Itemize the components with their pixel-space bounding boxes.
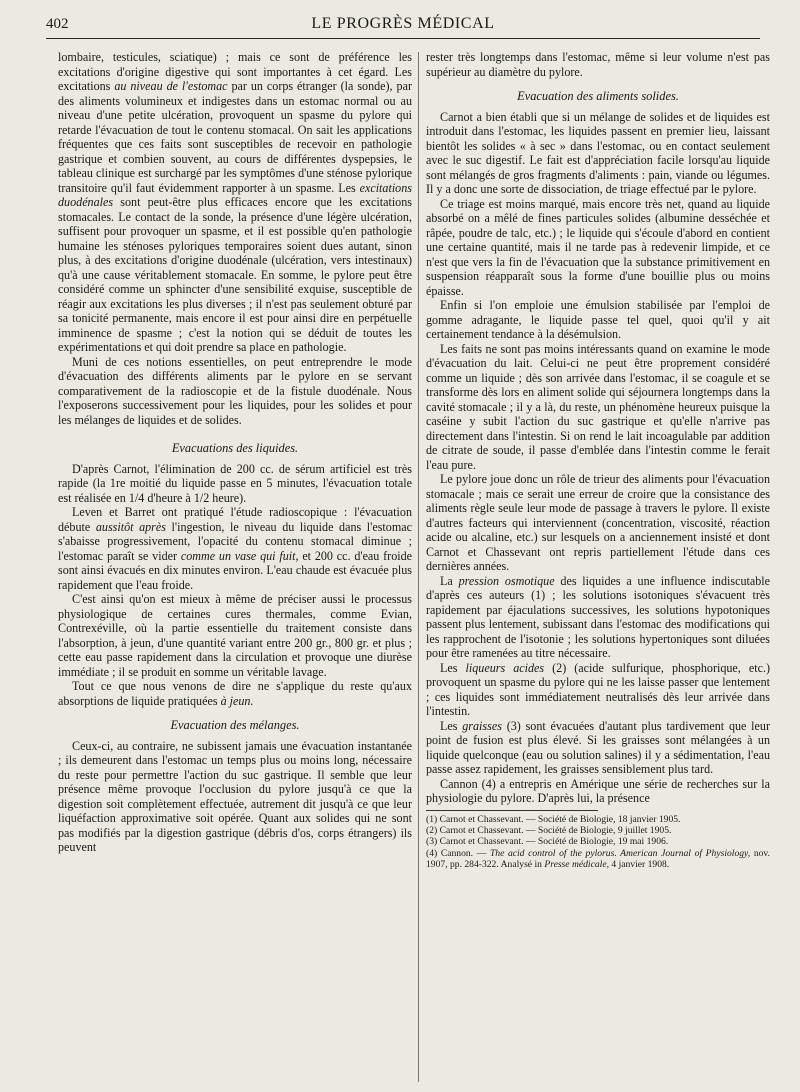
paragraph: Les liqueurs acides (2) (acide sulfurique, phosphorique, etc.) provoquent un spasme du pylore qui ne les laisse passer que lentement ; ces liquides sont immédiatement neutralisés dès leur arrivée dans l'intestin.	[426, 660, 770, 718]
paragraph: lombaire, testicules, sciatique) ; mais ce sont de préférence les excitations d'origine digestive qui sont importantes à cet égard. Les excitations au niveau de l'estomac par un corps étranger (la sonde), par des aliments volumineux et indigestes dans un estomac normal ou au niveau d'une petite ulcération, provoquent un spasme du pylore qui retarde l'évacuation de tout le contenu stomacal. On sait les applications fréquentes que ces faits sont susceptibles de recevoir en pathologie gastrique et combien souvent, au cours de différentes dyspepsies, le tableau clinique est surchargé par les symptômes d'une sténose pylorique transitoire qu'il faut évidemment rapporter à un spasme. Les excitations duodénales sont peut-être plus efficaces encore que les excitations stomacales. Le contact de la sonde, la présence d'une légère ulcération, suffisent pour provoquer un spasme, et il est possible qu'en pathologie humaine les sténoses pyloriques temporaires soient dues autant, sinon plus, à des excitations d'origine duodénale (ulcération, vers intestinaux) qu'à une cause véritablement stomacale. En somme, le pylore peut être considéré comme un sphincter d'une sensibilité exquise, susceptible de réagir aux excitations les plus diverses ; il n'est pas seulement obturé par sa tonicité permanente, mais encore il est pour ainsi dire en perpétuelle imminence de spasme ; c'est la notion qui se déduit de toutes les expérimentations et qui doit prendre sa place en pathologie.	[58, 50, 412, 354]
paragraph: rester très longtemps dans l'estomac, même si leur volume n'est pas supérieur au diamètre du pylore.	[426, 50, 770, 79]
left-column	[58, 50, 412, 855]
column-divider	[418, 52, 419, 1082]
running-title: LE PROGRÈS MÉDICAL	[311, 15, 495, 32]
paragraph: Carnot a bien établi que si un mélange de solides et de liquides est introduit dans l'estomac, les liquides passent en premier lieu, laissant bientôt les solides « à sec » dans l'estomac, ou en contact seulement avec le suc digestif. Le fait est d'appréciation facile lorsqu'au liquide sont mélangés de gros fragments d'aliments : pain, viande ou légumes. Il y a donc une sorte de dissociation, de triage effectué par le pylore.	[426, 109, 770, 196]
paragraph: Ce triage est moins marqué, mais encore très net, quand au liquide absorbé on a mêlé de fines particules solides (albumine desséchée et râpée, poudre de talc, etc.) ; le liquide qui s'écoule d'abord en contient une certaine quantité, mais il ne tarde pas à redevenir limpide, et ce n'est que vers la fin de l'évacuation que la substance primitivement en suspension réapparaît sous la forme d'une bouillie plus ou moins épaisse.	[426, 196, 770, 298]
paragraph: D'après Carnot, l'élimination de 200 cc. de sérum artificiel est très rapide (la 1re moitié du liquide passe en 5 minutes, l'évacuation totale est réalisée en 1/4 d'heure à 1/2 heure).	[58, 461, 412, 505]
paragraph: Ceux-ci, au contraire, ne subissent jamais une évacuation instantanée ; ils demeurent dans l'estomac un temps plus ou moins long, nécessaire du reste pour permettre l'action du suc gastrique. Il semble que leur présence même provoque l'occlusion du pylore jusqu'à ce que la digestion soit complètement effectuée, autrement dit jusqu'à ce que leur liquéfaction approximative soit opérée. Quant aux solides qui ne sont pas modifiés par la digestion gastrique (débris d'os, corps étrangers) ils peuvent	[58, 738, 412, 854]
paragraph: Cannon (4) a entrepris en Amérique une série de recherches sur la physiologie du pylore. D'après lui, la présence	[426, 776, 770, 805]
footnote-rule	[426, 810, 598, 811]
page-number: 402	[46, 16, 69, 32]
paragraph: Les graisses (3) sont évacuées d'autant plus tardivement que leur point de fusion est plus élevé. Si les graisses sont mélangées à un liquide quelconque (eau ou solution salines) il y a sédimentation, l'eau passe assez rapidement, les graisses sensiblement plus tard.	[426, 718, 770, 776]
right-column	[426, 50, 770, 871]
paragraph: Les faits ne sont pas moins intéressants quand on examine le mode d'évacuation du lait. Celui-ci ne peut être proprement considéré comme un liquide ; dès son arrivée dans l'estomac, il se coagule et se transforme dès lors en aliment solide qui séjournera longtemps dans la cavité stomacale ; il y a là, du reste, un phénomène heureux puisque la caséine y subit l'action du suc gastrique et qu'elle n'arrive pas directement dans l'intestin. Si on rend le lait incoagulable par addition de citrate de soude, il passe d'emblée dans l'intestin comme le ferait l'eau pure.	[426, 341, 770, 472]
paragraph: Le pylore joue donc un rôle de trieur des aliments pour l'évacuation stomacale ; mais ce serait une erreur de croire que la consistance des aliments règle seule leur mode de passage à travers le pylore. Il existe d'autres facteurs qui interviennent (concentration, viscosité, réaction acide ou alcaline, etc.) sur lesquels on a anciennement insisté et dont Carnot et Chassevant ont repris partiellement l'étude dans ces dernières années.	[426, 472, 770, 573]
paragraph: Muni de ces notions essentielles, on peut entreprendre le mode d'évacuation des différents aliments par le pylore en se servant comparativement de la radioscopie et de la fistule duodénale. Nous l'exposerons successivement pour les liquides, pour les solides et pour les mélanges de liquides et de solides.	[58, 354, 412, 427]
footnote: (4) Cannon. — The acid control of the pylorus. American Journal of Physiology, nov. 1907, pp. 284-322. Analysé in Presse médicale, 4 janvier 1908.	[426, 847, 770, 871]
paragraph: Tout ce que nous venons de dire ne s'applique du reste qu'aux absorptions de liquide pratiquées à jeun.	[58, 679, 412, 708]
paragraph: Leven et Barret ont pratiqué l'étude radioscopique : l'évacuation débute aussitôt après l'ingestion, le niveau du liquide dans l'estomac s'abaisse progressivement, l'opacité du contenu stomacal diminue ; l'estomac paraît se vider comme un vase qui fuit, et 200 cc. d'eau froide sont ainsi évacués en dix minutes environ. L'eau chaude est évacuée plus rapidement que l'eau froide.	[58, 505, 413, 592]
footnote: (1) Carnot et Chassevant. — Société de Biologie, 18 janvier 1905.	[426, 813, 681, 825]
paragraph: La pression osmotique des liquides a une influence indiscutable d'après ces auteurs (1) ; les solutions isotoniques s'évacuent très rapidement par éjaculations successives, les solutions hypotoniques passent plus lentement, subissant dans l'estomac des modifications qui les rapprochent de l'isotonie ; les solutions hypertoniques sont diluées pour être ramenées au titre nécessaire.	[426, 573, 771, 660]
footnote: (3) Carnot et Chassevant. — Société de Biologie, 19 mai 1906.	[426, 836, 669, 848]
paragraph: Enfin si l'on emploie une émulsion stabilisée par l'emploi de gomme adragante, le liquide passe tel quel, quoi qu'il y ait certainement tendance à la désémulsion.	[426, 298, 770, 341]
paragraph: C'est ainsi qu'on est mieux à même de préciser aussi le processus physiologique de certaines cures thermales, comme Evian, Contrexéville, où la partie essentielle du traitement consiste dans l'absorption, à jeun, d'une quantité variant entre 200 gr., 800 gr. et plus ; cette eau passe rapidement dans la circulation et provoque une diurèse immédiate ; il se produit en somme un véritable lavage.	[58, 592, 412, 679]
footnote: (2) Carnot et Chassevant. — Société de Biologie, 9 juillet 1905.	[426, 824, 672, 836]
section-heading: Evacuation des mélanges.	[170, 718, 300, 732]
section-heading: Evacuation des aliments solides.	[517, 89, 679, 103]
section-heading: Evacuations des liquides.	[171, 441, 299, 455]
page-header	[46, 14, 760, 39]
